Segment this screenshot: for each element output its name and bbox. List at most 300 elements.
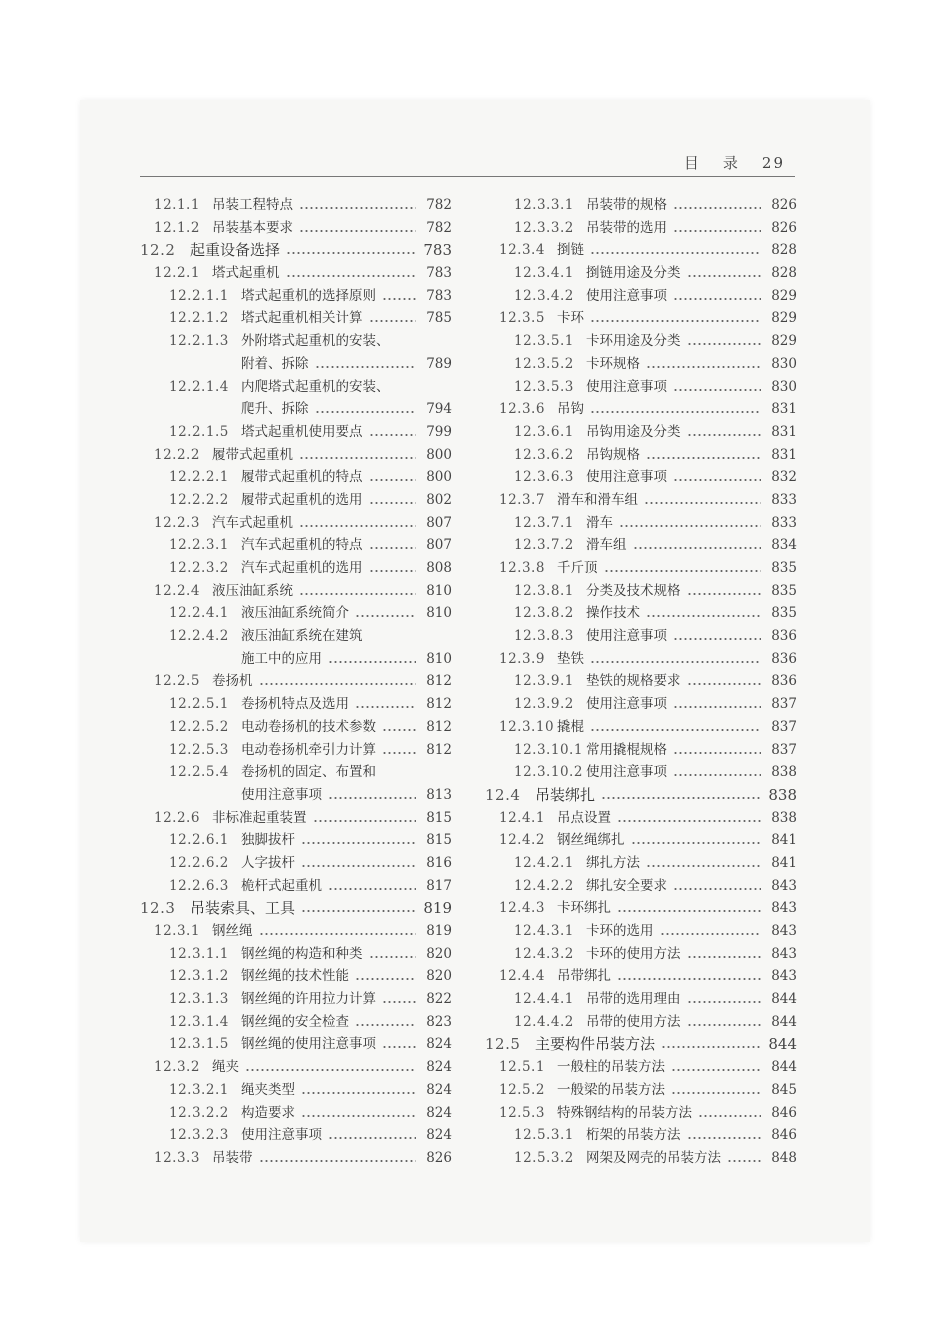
toc-entry-title: 千斤顶 (557, 560, 598, 576)
toc-entry-number: 12.3.5 (499, 310, 545, 327)
toc-entry-title: 滑车 (586, 514, 613, 531)
toc-entry-page: 815 (426, 809, 452, 826)
dot-leader (299, 207, 416, 209)
dot-leader (687, 1024, 761, 1026)
toc-entry[interactable] (140, 625, 452, 648)
toc-entry[interactable] (140, 670, 452, 693)
toc-entry-title: 捯链用途及分类 (586, 265, 681, 282)
toc-entry-title: 汽车式起重机的选用 (241, 560, 363, 576)
toc-entry[interactable] (140, 875, 452, 898)
toc-entry[interactable] (140, 534, 452, 557)
toc-entry-title: 常用撬棍规格 (586, 741, 667, 758)
toc-entry-number: 12.3.4.1 (514, 265, 574, 282)
dot-leader (369, 479, 416, 481)
toc-entry-title: 汽车式起重机 (212, 514, 293, 531)
toc-entry-page: 815 (426, 832, 452, 849)
dot-leader (299, 457, 416, 459)
toc-entry-title: 卡环的选用 (586, 923, 654, 939)
toc-entry[interactable] (485, 739, 797, 762)
toc-entry[interactable] (140, 1147, 452, 1170)
toc-entry[interactable] (485, 648, 797, 671)
toc-entry[interactable] (140, 330, 452, 353)
toc-entry-number: 12.3.8.1 (514, 582, 574, 599)
toc-entry[interactable] (485, 512, 797, 535)
toc-entry-title: 吊装工程特点 (212, 197, 293, 213)
toc-entry[interactable] (140, 897, 452, 920)
toc-entry-number: 12.2.3.2 (169, 560, 229, 576)
dot-leader (687, 1001, 761, 1003)
dot-leader (382, 1001, 416, 1003)
toc-entry-number: 12.3.9.1 (514, 673, 574, 690)
toc-entry-number: 12.3.8.3 (514, 628, 574, 645)
toc-entry-title: 卡环用途及分类 (586, 333, 681, 350)
toc-entry[interactable] (140, 693, 452, 716)
toc-entry-page: 820 (426, 968, 452, 985)
toc-entry[interactable] (485, 285, 797, 308)
toc-entry-title: 钢丝绳的使用注意事项 (241, 1036, 376, 1053)
toc-entry-title: 吊装带的规格 (586, 197, 667, 213)
toc-entry-title: 特殊钢结构的吊装方法 (557, 1104, 692, 1121)
dot-leader (382, 1046, 416, 1048)
toc-entry-page: 819 (423, 899, 452, 918)
toc-entry[interactable] (485, 670, 797, 693)
dot-leader (673, 774, 761, 776)
toc-entry[interactable] (140, 421, 452, 444)
toc-entry-title: 滑车和滑车组 (557, 491, 638, 508)
toc-entry[interactable] (140, 988, 452, 1011)
toc-entry[interactable] (485, 761, 797, 784)
toc-entry-number: 12.3.7 (499, 491, 545, 508)
toc-entry[interactable] (485, 625, 797, 648)
toc-entry[interactable] (485, 829, 797, 852)
dot-leader (315, 366, 416, 368)
dot-leader (369, 956, 416, 958)
toc-entry-title: 卡环的使用方法 (586, 945, 681, 962)
toc-entry-page: 843 (771, 945, 797, 962)
toc-entry[interactable] (140, 580, 452, 603)
dot-leader (369, 434, 416, 436)
toc-entry[interactable] (485, 1011, 797, 1034)
toc-entry-page: 837 (771, 718, 797, 735)
toc-entry-title: 吊装绑扎 (535, 785, 596, 804)
toc-entry[interactable] (485, 262, 797, 285)
toc-entry[interactable] (140, 761, 452, 784)
toc-entry[interactable] (485, 602, 797, 625)
toc-entry[interactable] (485, 330, 797, 353)
toc-entry-title: 垫铁的规格要求 (586, 673, 681, 690)
toc-entry[interactable] (485, 194, 797, 217)
toc-entry-title: 液压油缸系统在建筑 (241, 628, 363, 645)
toc-entry-title: 外附塔式起重机的安装、 (241, 333, 390, 350)
toc-entry-page: 785 (426, 310, 452, 327)
toc-entry[interactable] (140, 1124, 452, 1147)
toc-entry-page: 836 (771, 673, 797, 690)
toc-entry-number: 12.4 (485, 785, 521, 804)
dot-leader (671, 1092, 761, 1094)
toc-entry[interactable] (485, 784, 797, 807)
toc-entry-page: 816 (426, 854, 452, 871)
toc-entry[interactable] (140, 194, 452, 217)
toc-entry-number: 12.3.3.1 (514, 197, 574, 213)
dot-leader (382, 298, 416, 300)
toc-entry-page: 783 (426, 287, 452, 304)
toc-entry-title: 履带式起重机的特点 (241, 469, 363, 486)
toc-entry-page: 836 (771, 628, 797, 645)
toc-entry-page: 812 (426, 696, 452, 713)
toc-entry[interactable] (485, 1102, 797, 1125)
toc-entry-number: 12.3.8.2 (514, 605, 574, 622)
toc-entry-number: 12.2.6 (154, 809, 200, 826)
toc-entry-title: 内爬塔式起重机的安装、 (241, 378, 390, 395)
toc-entry-title: 操作技术 (586, 605, 640, 622)
toc-entry-page: 838 (771, 764, 797, 781)
toc-entry-page: 826 (771, 197, 797, 213)
toc-entry[interactable] (485, 852, 797, 875)
toc-entry[interactable] (140, 852, 452, 875)
toc-entry[interactable] (140, 1079, 452, 1102)
toc-entry[interactable] (140, 1102, 452, 1125)
toc-entry-page: 832 (771, 469, 797, 486)
toc-entry-number: 12.4.1 (499, 809, 545, 826)
dot-leader (673, 752, 761, 754)
toc-entry-page: 845 (771, 1081, 797, 1098)
toc-entry-title: 使用注意事项 (586, 378, 667, 395)
toc-entry[interactable] (485, 307, 797, 330)
toc-entry-number: 12.2.2.2 (169, 491, 229, 508)
dot-leader (590, 411, 761, 413)
toc-entry[interactable] (485, 1147, 797, 1170)
toc-entry-number: 12.3.7.1 (514, 514, 574, 531)
toc-entry-page: 810 (426, 650, 452, 667)
dot-leader (673, 389, 761, 391)
toc-entry-page: 820 (426, 945, 452, 962)
toc-entry[interactable] (140, 602, 452, 625)
toc-entry[interactable] (140, 262, 452, 285)
toc-entry[interactable] (140, 784, 452, 807)
toc-entry[interactable] (140, 716, 452, 739)
dot-leader (301, 1115, 416, 1117)
toc-entry-page: 848 (771, 1149, 797, 1166)
toc-entry[interactable] (140, 307, 452, 330)
toc-entry[interactable] (485, 217, 797, 240)
toc-entry[interactable] (485, 965, 797, 988)
dot-leader (286, 275, 416, 277)
toc-entry-page: 833 (771, 491, 797, 508)
toc-entry-number: 12.2.3 (154, 514, 200, 531)
toc-entry[interactable] (485, 875, 797, 898)
toc-entry-page: 823 (426, 1013, 452, 1030)
toc-entry-page: 841 (771, 832, 797, 849)
toc-left-column (140, 194, 452, 1170)
toc-entry-page: 817 (426, 877, 452, 894)
toc-entry-number: 12.2.1.1 (169, 287, 229, 304)
toc-entry-number: 12.3.8 (499, 560, 545, 576)
toc-entry-number: 12.1.1 (154, 197, 200, 213)
toc-entry-number: 12.2.2.1 (169, 469, 229, 486)
toc-entry-number: 12.4.3.1 (514, 923, 574, 939)
dot-leader (355, 615, 416, 617)
dot-leader (369, 320, 416, 322)
toc-entry-page: 802 (426, 491, 452, 508)
dot-leader (687, 1137, 761, 1139)
toc-entry-number: 12.4.3.2 (514, 945, 574, 962)
toc-entry-page: 810 (426, 582, 452, 599)
toc-entry-title: 使用注意事项 (241, 786, 322, 803)
toc-entry-number: 12.3.2 (154, 1059, 200, 1076)
toc-entry[interactable] (485, 466, 797, 489)
toc-entry[interactable] (140, 557, 452, 580)
dot-leader (698, 1115, 761, 1117)
toc-entry[interactable] (140, 1056, 452, 1079)
toc-entry[interactable] (140, 648, 452, 671)
toc-entry-title: 吊点设置 (557, 809, 611, 826)
dot-leader (328, 1137, 416, 1139)
toc-entry-number: 12.2.3.1 (169, 537, 229, 554)
toc-entry[interactable] (140, 943, 452, 966)
toc-entry-title: 钢丝绳的构造和种类 (241, 945, 363, 962)
dot-leader (646, 457, 761, 459)
toc-entry-number: 12.4.2.1 (514, 854, 574, 871)
toc-entry-title: 电动卷扬机的技术参数 (241, 718, 376, 735)
toc-entry-page: 824 (426, 1104, 452, 1121)
toc-entry-number: 12.2.1 (154, 265, 200, 282)
toc-entry-number: 12.2.5 (154, 673, 200, 690)
toc-entry-number: 12.3 (140, 899, 176, 918)
toc-entry[interactable] (140, 398, 452, 421)
toc-entry[interactable] (140, 1033, 452, 1056)
dot-leader (619, 525, 761, 527)
toc-entry-page: 843 (771, 923, 797, 939)
toc-entry-number: 12.3.5.3 (514, 378, 574, 395)
toc-entry[interactable] (485, 580, 797, 603)
toc-entry-number: 12.5.3.2 (514, 1149, 574, 1166)
toc-entry-page: 812 (426, 673, 452, 690)
toc-entry[interactable] (485, 534, 797, 557)
toc-entry-page: 800 (426, 446, 452, 463)
header-text (662, 152, 785, 173)
dot-leader (617, 820, 761, 822)
toc-entry-page: 829 (771, 287, 797, 304)
dot-leader (617, 978, 761, 980)
dot-leader (631, 842, 761, 844)
toc-entry-page: 822 (426, 991, 452, 1008)
toc-entry-page: 810 (426, 605, 452, 622)
toc-entry-number: 12.3.6 (499, 401, 545, 418)
dot-leader (369, 570, 416, 572)
toc-entry-title: 网架及网壳的吊装方法 (586, 1149, 721, 1166)
toc-entry[interactable] (140, 965, 452, 988)
toc-entry[interactable] (140, 217, 452, 240)
toc-entry-page: 838 (768, 785, 797, 804)
toc-entry-number: 12.4.4 (499, 968, 545, 985)
toc-entry-title: 使用注意事项 (586, 287, 667, 304)
toc-entry-page: 826 (426, 1149, 452, 1166)
dot-leader (369, 502, 416, 504)
toc-entry-number: 12.3.4 (499, 242, 545, 259)
dot-leader (301, 910, 416, 912)
toc-entry-title: 桁架的吊装方法 (586, 1127, 681, 1144)
toc-entry-title: 吊钩规格 (586, 446, 640, 463)
dot-leader (590, 729, 761, 731)
dot-leader (590, 252, 761, 254)
toc-entry-page: 837 (771, 696, 797, 713)
toc-entry-number: 12.3.1.3 (169, 991, 229, 1008)
toc-entry[interactable] (485, 1033, 797, 1056)
toc-entry[interactable] (140, 239, 452, 262)
toc-entry-number: 12.3.5.1 (514, 333, 574, 350)
toc-entry-number: 12.3.1.5 (169, 1036, 229, 1053)
toc-entry-title: 施工中的应用 (241, 650, 322, 667)
toc-entry-number: 12.2.1.2 (169, 310, 229, 327)
toc-entry-page: 819 (426, 923, 452, 939)
dot-leader (355, 978, 416, 980)
toc-entry-title: 卡环规格 (586, 355, 640, 372)
toc-entry-title: 垫铁 (557, 650, 584, 667)
toc-entry[interactable] (485, 557, 797, 580)
toc-entry-title: 吊带的选用理由 (586, 991, 681, 1008)
toc-entry-number: 12.3.6.1 (514, 423, 574, 440)
dot-leader (301, 842, 416, 844)
toc-entry-number: 12.3.2.2 (169, 1104, 229, 1121)
dot-leader (328, 888, 416, 890)
toc-entry-page: 835 (771, 560, 797, 576)
toc-entry-title: 使用注意事项 (586, 628, 667, 645)
toc-entry[interactable] (140, 920, 452, 943)
toc-entry[interactable] (140, 739, 452, 762)
toc-entry-title: 塔式起重机使用要点 (241, 423, 363, 440)
toc-entry[interactable] (485, 376, 797, 399)
toc-entry-page: 782 (426, 197, 452, 213)
toc-entry-page: 829 (771, 310, 797, 327)
dot-leader (673, 706, 761, 708)
toc-entry-page: 835 (771, 582, 797, 599)
toc-right-column (485, 194, 797, 1170)
dot-leader (646, 366, 761, 368)
toc-entry-title: 桅杆式起重机 (241, 877, 322, 894)
dot-leader (328, 797, 416, 799)
toc-entry[interactable] (485, 1124, 797, 1147)
toc-entry[interactable] (485, 897, 797, 920)
toc-entry-title: 履带式起重机的选用 (241, 491, 363, 508)
toc-entry[interactable] (140, 285, 452, 308)
dot-leader (633, 547, 761, 549)
toc-entry[interactable] (485, 1079, 797, 1102)
toc-entry-page: 846 (771, 1127, 797, 1144)
dot-leader (299, 593, 416, 595)
toc-entry-title: 使用注意事项 (586, 764, 667, 781)
toc-entry-page: 794 (426, 401, 452, 418)
toc-entry-title: 吊装带的选用 (586, 219, 667, 236)
header-label-2: 录 (722, 154, 740, 172)
toc-entry[interactable] (485, 421, 797, 444)
toc-entry-number: 12.5.3.1 (514, 1127, 574, 1144)
toc-entry[interactable] (485, 693, 797, 716)
toc-entry[interactable] (485, 1056, 797, 1079)
dot-leader (660, 933, 761, 935)
toc-entry[interactable] (140, 512, 452, 535)
toc-entry[interactable] (140, 466, 452, 489)
toc-entry[interactable] (485, 716, 797, 739)
toc-entry-title: 吊钩 (557, 401, 584, 418)
toc-entry-number: 12.3.9 (499, 650, 545, 667)
toc-entry[interactable] (140, 353, 452, 376)
toc-entry-title: 起重设备选择 (190, 241, 281, 260)
toc-entry-number: 12.3.4.2 (514, 287, 574, 304)
toc-entry[interactable] (485, 920, 797, 943)
toc-entry-page: 834 (771, 537, 797, 554)
toc-entry[interactable] (140, 444, 452, 467)
toc-entry-title: 绳夹类型 (241, 1081, 295, 1098)
dot-leader (671, 1069, 761, 1071)
toc-entry-title: 独脚拔杆 (241, 832, 295, 849)
toc-entry[interactable] (485, 444, 797, 467)
toc-entry-title: 一般柱的吊装方法 (557, 1059, 665, 1076)
toc-entry-page: 844 (771, 1059, 797, 1076)
toc-entry[interactable] (140, 1011, 452, 1034)
dot-leader (313, 820, 416, 822)
toc-entry-number: 12.4.4.2 (514, 1013, 574, 1030)
toc-entry-title: 塔式起重机 (212, 265, 280, 282)
toc-entry-page: 826 (771, 219, 797, 236)
toc-entry[interactable] (140, 376, 452, 399)
toc-entry-page: 831 (771, 401, 797, 418)
toc-entry-number: 12.3.5.2 (514, 355, 574, 372)
toc-entry-page: 824 (426, 1081, 452, 1098)
toc-entry-number: 12.5.3 (499, 1104, 545, 1121)
toc-entry-number: 12.3.9.2 (514, 696, 574, 713)
toc-entry-number: 12.2.5.3 (169, 741, 229, 758)
dot-leader (673, 230, 761, 232)
toc-entry-number: 12.4.2 (499, 832, 545, 849)
dot-leader (590, 661, 761, 663)
dot-leader (382, 752, 416, 754)
toc-entry-title: 绑扎安全要求 (586, 877, 667, 894)
toc-entry[interactable] (485, 988, 797, 1011)
toc-entry-page: 844 (768, 1035, 797, 1054)
toc-entry[interactable] (485, 943, 797, 966)
toc-entry-page: 800 (426, 469, 452, 486)
toc-entry-title: 爬升、拆除 (241, 401, 309, 418)
toc-entry-page: 846 (771, 1104, 797, 1121)
dot-leader (673, 479, 761, 481)
toc-entry-number: 12.2 (140, 241, 176, 260)
toc-entry[interactable] (140, 489, 452, 512)
toc-entry-title: 塔式起重机相关计算 (241, 310, 363, 327)
toc-entry-title: 吊带的使用方法 (586, 1013, 681, 1030)
toc-entry-page: 833 (771, 514, 797, 531)
dot-leader (727, 1160, 761, 1162)
dot-leader (355, 706, 416, 708)
toc-entry-title: 使用注意事项 (241, 1127, 322, 1144)
toc-entry-number: 12.4.4.1 (514, 991, 574, 1008)
dot-leader (687, 956, 761, 958)
toc-entry-number: 12.2.1.5 (169, 423, 229, 440)
toc-entry[interactable] (485, 353, 797, 376)
toc-entry-page: 844 (771, 991, 797, 1008)
toc-entry[interactable] (485, 398, 797, 421)
toc-entry-title: 吊装带 (212, 1149, 253, 1166)
toc-entry[interactable] (485, 807, 797, 830)
toc-entry[interactable] (485, 489, 797, 512)
toc-entry-page: 812 (426, 741, 452, 758)
toc-entry-title: 钢丝绳 (212, 923, 253, 939)
toc-entry-title: 构造要求 (241, 1104, 295, 1121)
toc-entry[interactable] (485, 239, 797, 262)
toc-entry[interactable] (140, 807, 452, 830)
toc-entry[interactable] (140, 829, 452, 852)
toc-entry-number: 12.1.2 (154, 219, 200, 236)
toc-entry-page: 830 (771, 378, 797, 395)
